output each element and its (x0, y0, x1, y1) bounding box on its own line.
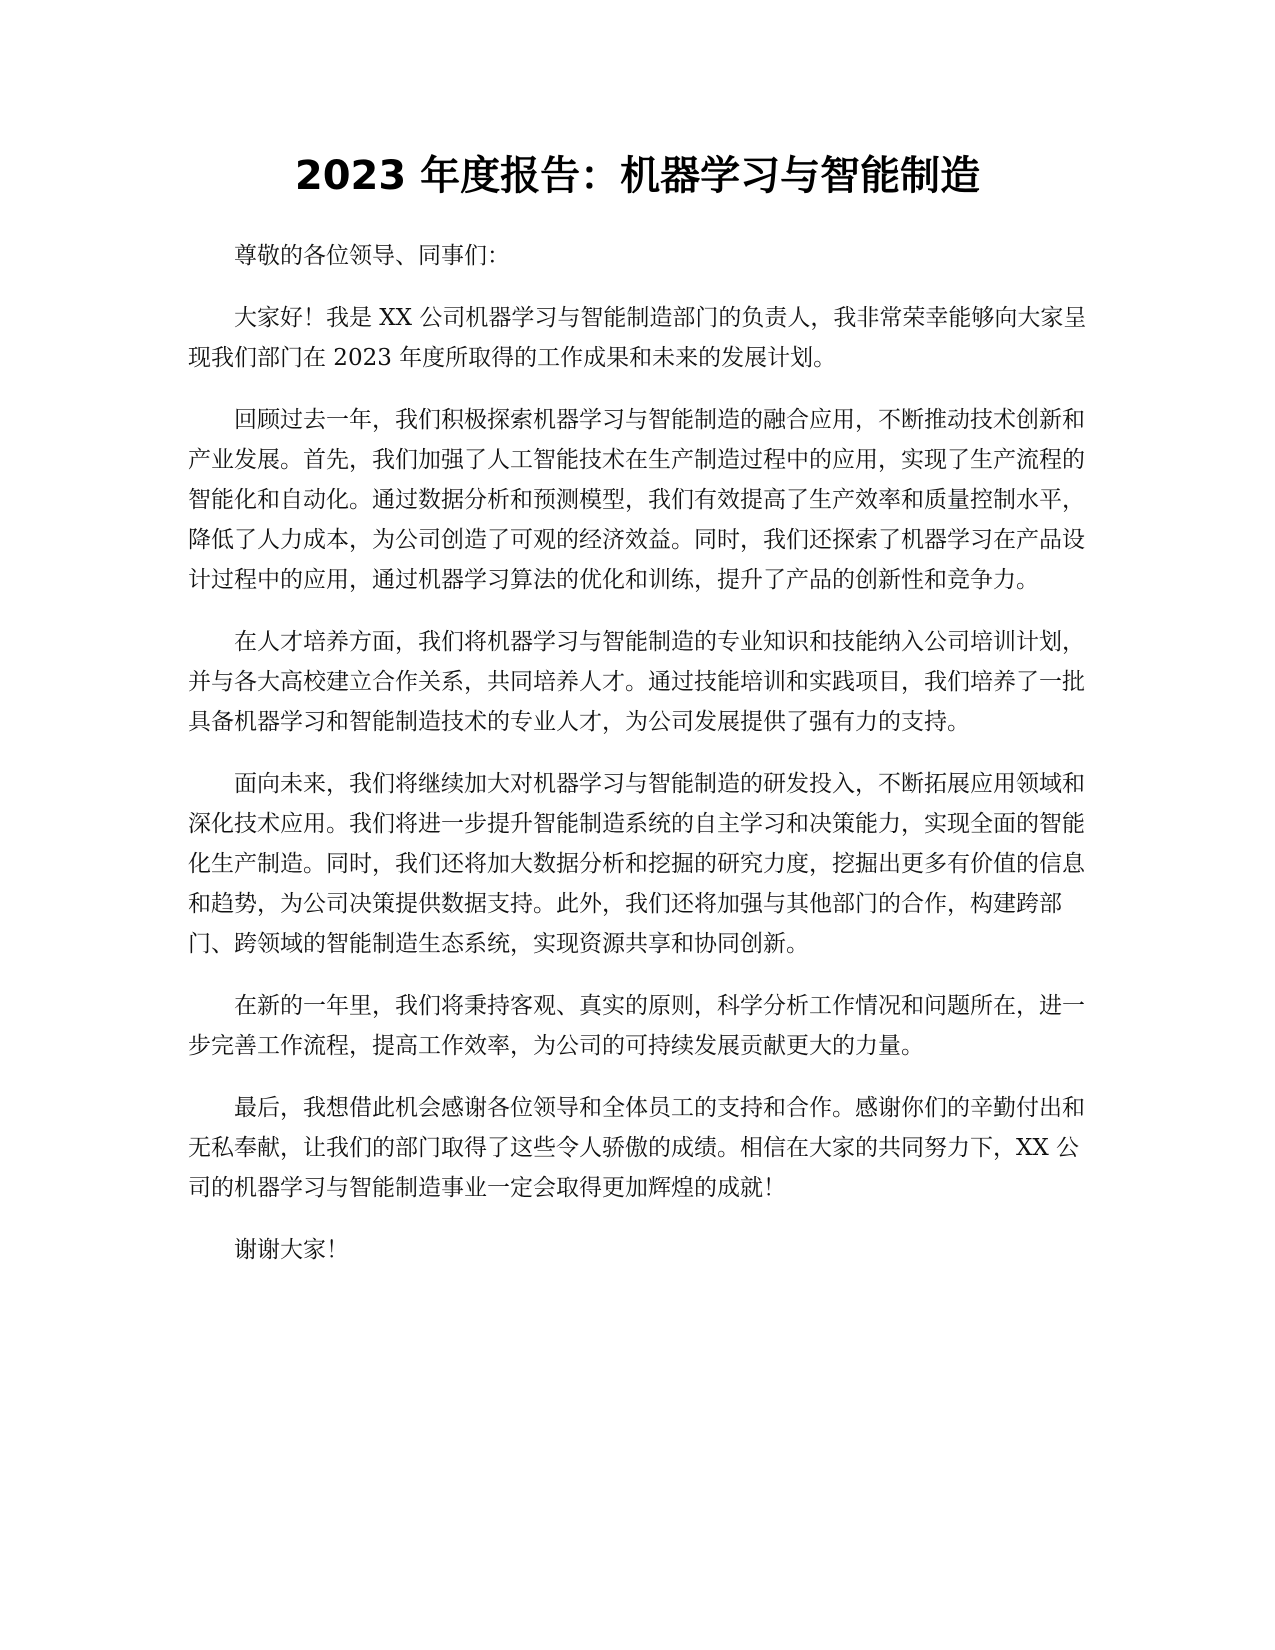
document-title: 2023 年度报告：机器学习与智能制造 (294, 153, 981, 199)
document-body (188, 236, 1088, 1292)
salutation-paragraph: 尊敬的各位领导、同事们： (234, 243, 510, 269)
new-year-paragraph: 在新的一年里，我们将秉持客观、真实的原则，科学分析工作情况和问题所在，进一步完善工作流程，提高工作效率，为公司的可持续发展贡献更大的力量。 (188, 993, 1085, 1059)
thanks-paragraph: 最后，我想借此机会感谢各位领导和全体员工的支持和合作。感谢你们的辛勤付出和无私奉献，让我们的部门取得了这些令人骄傲的成绩。相信在大家的共同努力下，XX 公司的机器学习与智能制造事业一定会取得更加辉煌的成就！ (188, 1095, 1085, 1201)
future-paragraph: 面向未来，我们将继续加大对机器学习与智能制造的研发投入，不断拓展应用领域和深化技术应用。我们将进一步提升智能制造系统的自主学习和决策能力，实现全面的智能化生产制造。同时，我们还将加大数据分析和挖掘的研究力度，挖掘出更多有价值的信息和趋势，为公司决策提供数据支持。此外，我们还将加强与其他部门的合作，构建跨部门、跨领域的智能制造生态系统，实现资源共享和协同创新。 (188, 771, 1085, 957)
talent-paragraph: 在人才培养方面，我们将机器学习与智能制造的专业知识和技能纳入公司培训计划，并与各大高校建立合作关系，共同培养人才。通过技能培训和实践项目，我们培养了一批具备机器学习和智能制造技术的专业人才，为公司发展提供了强有力的支持。 (188, 629, 1085, 735)
intro-paragraph: 大家好！我是 XX 公司机器学习与智能制造部门的负责人，我非常荣幸能够向大家呈现我们部门在 2023 年度所取得的工作成果和未来的发展计划。 (188, 305, 1087, 371)
review-paragraph: 回顾过去一年，我们积极探索机器学习与智能制造的融合应用，不断推动技术创新和产业发展。首先，我们加强了人工智能技术在生产制造过程中的应用，实现了生产流程的智能化和自动化。通过数据分析和预测模型，我们有效提高了生产效率和质量控制水平，降低了人力成本，为公司创造了可观的经济效益。同时，我们还探索了机器学习在产品设计过程中的应用，通过机器学习算法的优化和训练，提升了产品的创新性和竞争力。 (188, 407, 1085, 593)
closing-paragraph: 谢谢大家！ (234, 1237, 349, 1263)
